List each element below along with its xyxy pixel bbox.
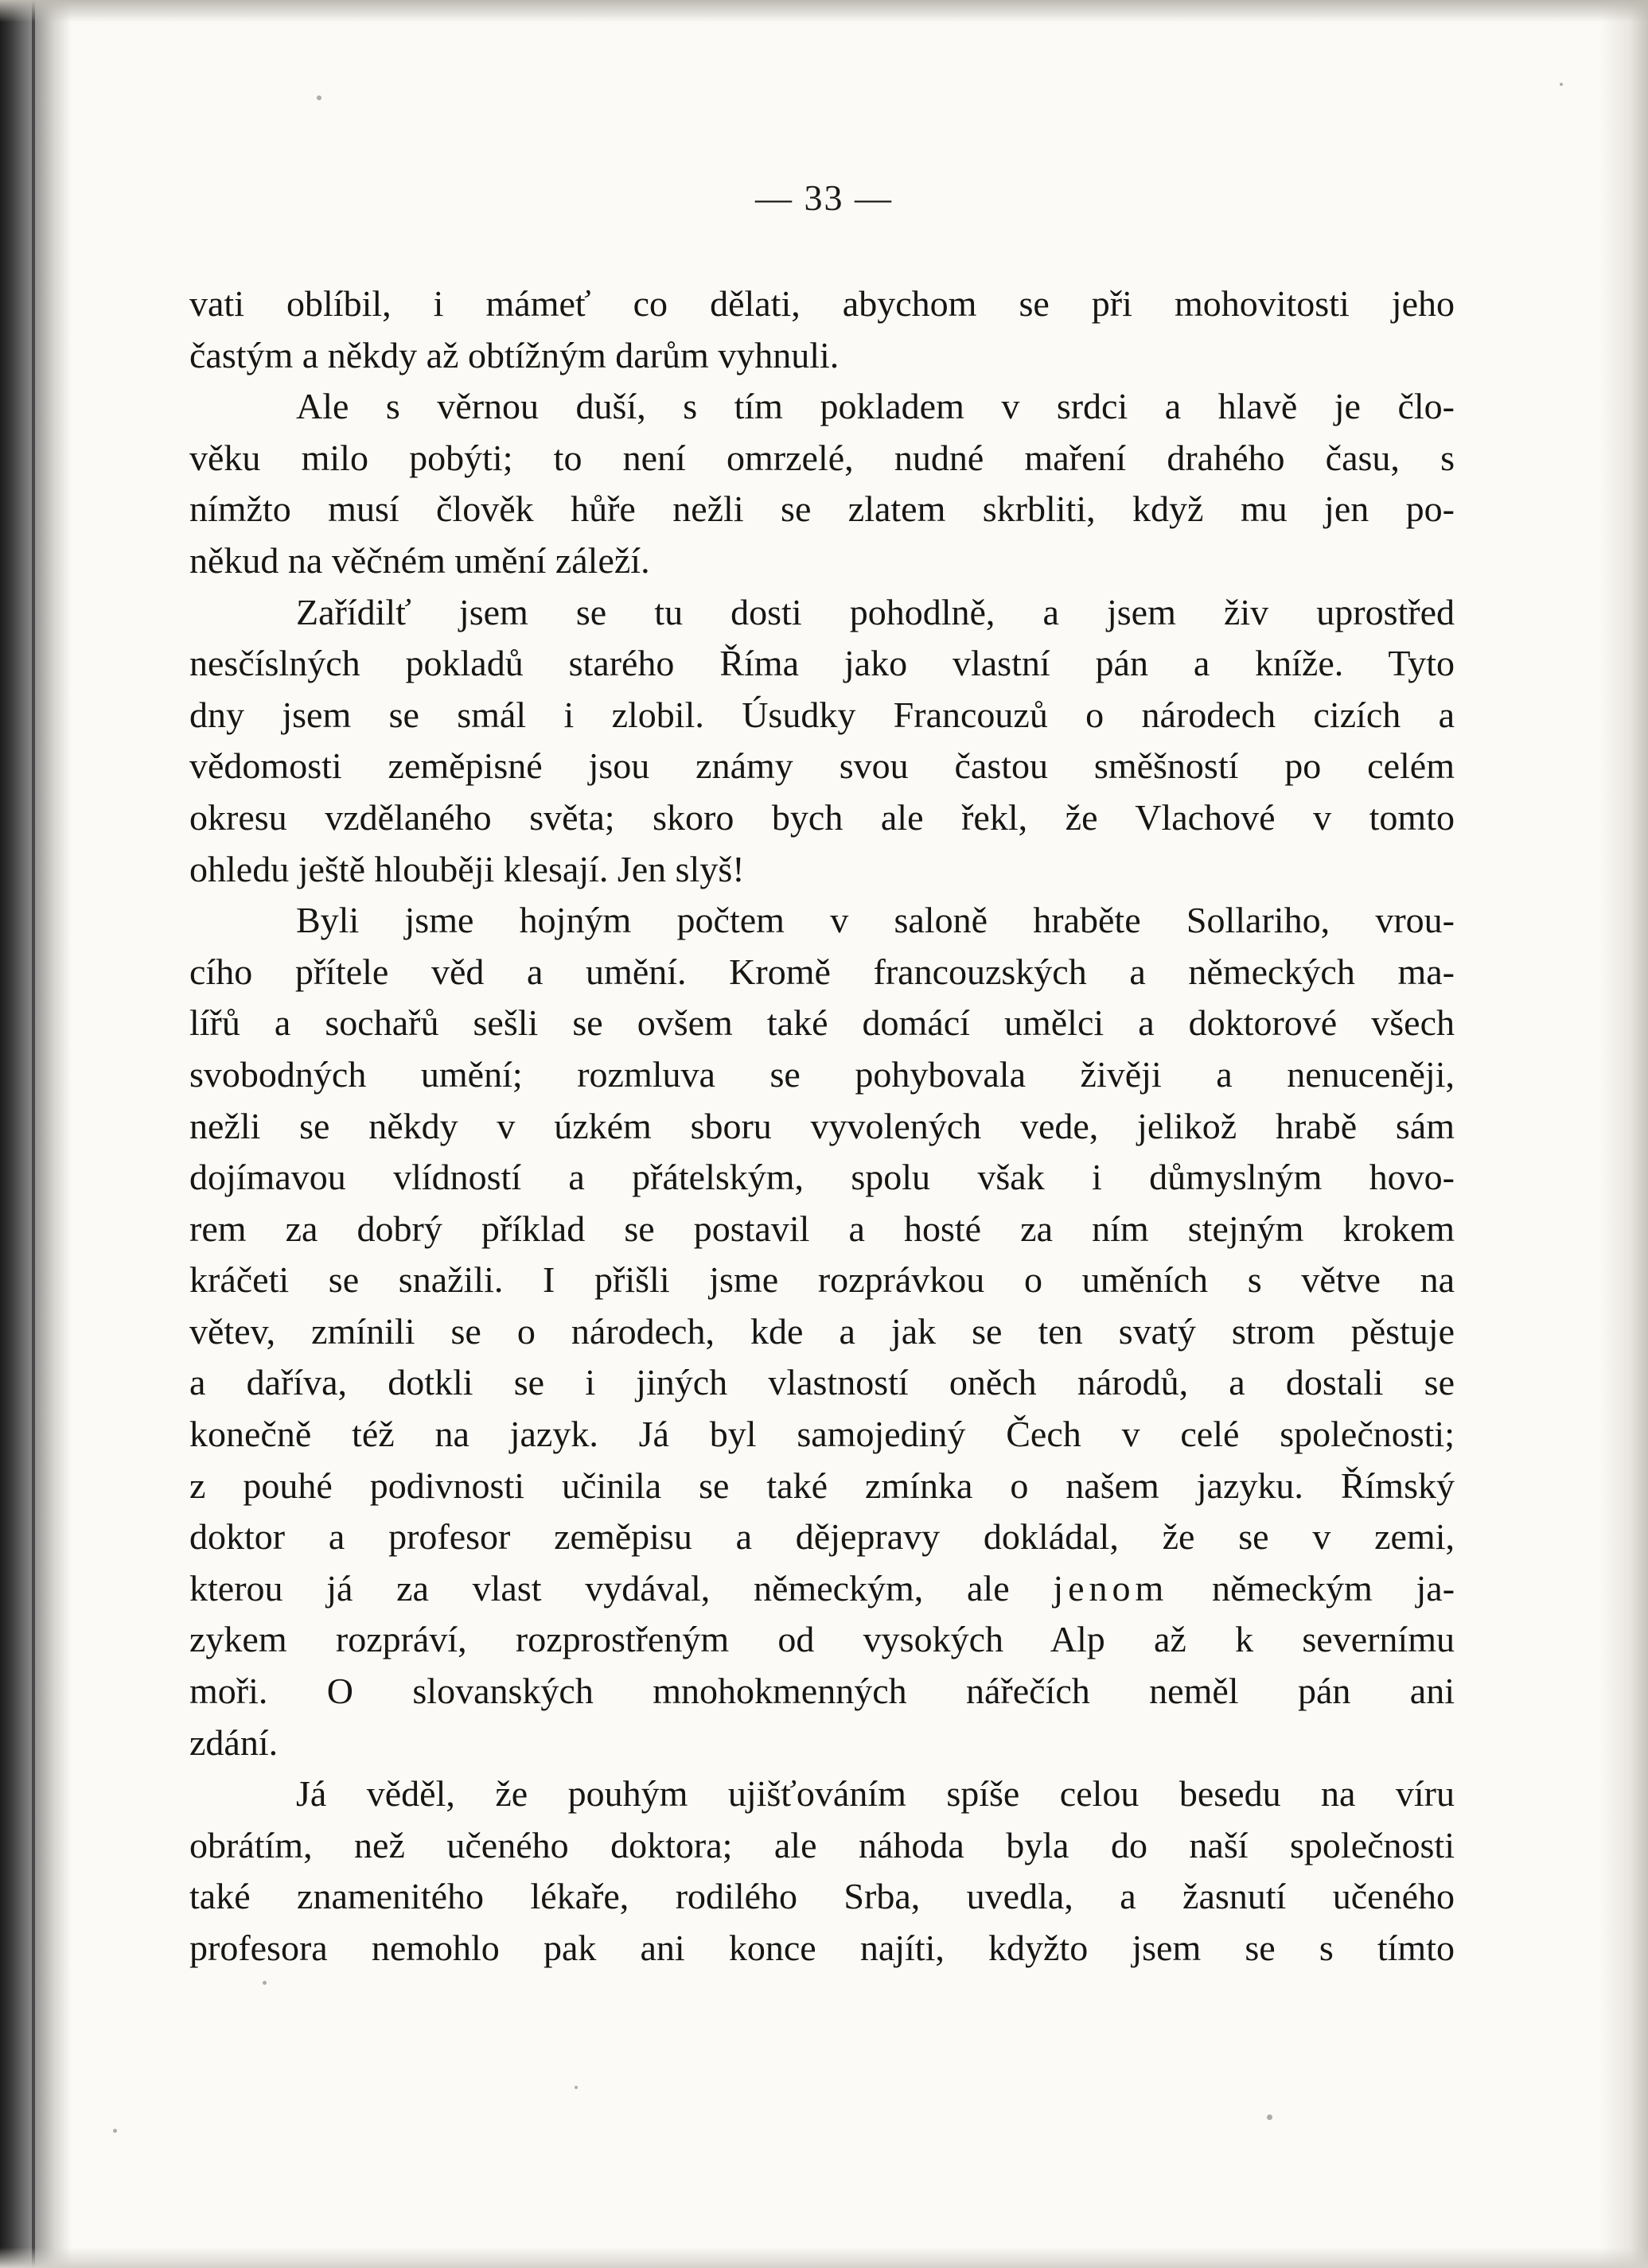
text-line: z pouhé podivnosti učinila se také zmínka o našem jazyku. Římský <box>189 1465 1455 1506</box>
text-line: rem za dobrý příklad se postavil a hosté za ním stejným krokem <box>189 1208 1455 1249</box>
text-line: cího přítele věd a umění. Kromě francouzských a německých ma- <box>189 951 1455 992</box>
text-line: také znamenitého lékaře, rodilého Srba, uvedla, a žasnutí učeného <box>189 1876 1455 1917</box>
text-line: nežli se někdy v úzkém sboru vyvolených vede, jelikož hrabě sám <box>189 1105 1455 1146</box>
binding-shadow <box>0 0 72 2268</box>
paper-speck <box>575 2086 578 2089</box>
text-line: profesora nemohlo pak ani konce najíti, kdyžto jsem se s tímto <box>189 1928 1455 1968</box>
text-line: Já věděl, že pouhým ujišťováním spíše celou besedu na víru <box>296 1773 1455 1815</box>
emphasized-word: jenom <box>1053 1567 1169 1609</box>
text-line: a daříva, dotkli se i jiných vlastností oněch národů, a dostali se <box>189 1362 1455 1403</box>
text-line: dny jsem se smál i zlobil. Úsudky Francouzů o národech cizích a <box>189 694 1455 735</box>
paper-speck <box>1560 83 1563 86</box>
text-line: větev, zmínili se o národech, kde a jak se ten svatý strom pěstuje <box>189 1310 1455 1352</box>
text-line: vati oblíbil, i mámeť co dělati, abychom se při mohovitosti jeho <box>189 283 1455 324</box>
paper-speck <box>317 95 321 100</box>
text-line: ohledu ještě hlouběji klesají. Jen slyš! <box>189 848 745 889</box>
text-line: svobodných umění; rozmluva se pohybovala živěji a nenuceněji, <box>189 1053 1455 1095</box>
page-number: — 33 — <box>755 177 893 218</box>
text-line: zdání. <box>189 1721 279 1763</box>
text-line: častým a někdy až obtížným darům vyhnuli. <box>189 334 840 375</box>
body-text <box>189 278 1455 1974</box>
binding-edge <box>32 0 35 2268</box>
text-line: dojímavou vlídností a přátelským, spolu však i důmyslným hovo- <box>189 1157 1455 1198</box>
paper-speck <box>1267 2114 1272 2120</box>
text-line: obrátím, než učeného doktora; ale náhoda byla do naší společnosti <box>189 1824 1455 1865</box>
text-line: kráčeti se snažili. I přišli jsme rozprávkou o uměních s větve na <box>189 1259 1455 1301</box>
text-line: kterou já za vlast vydával, německým, ale jenom německým ja- <box>189 1567 1455 1609</box>
text-line: moři. O slovanských mnohokmenných nářečích neměl pán ani <box>189 1671 1455 1712</box>
text-line: nesčíslných pokladů starého Říma jako vlastní pán a kníže. Tyto <box>189 643 1455 684</box>
text-line: doktor a profesor zeměpisu a dějepravy dokládal, že se v zemi, <box>189 1516 1455 1558</box>
text-line: zykem rozpráví, rozprostřeným od vysokých Alp až k severnímu <box>189 1619 1455 1660</box>
page-right-edge <box>1600 0 1648 2268</box>
text-line: lířů a sochařů sešli se ovšem také domácí umělci a doktorové všech <box>189 1002 1455 1044</box>
text-line: věku milo pobýti; to není omrzelé, nudné maření drahého času, s <box>189 437 1455 478</box>
paper-speck <box>113 2129 117 2133</box>
text-line: Byli jsme hojným počtem v saloně hraběte Sollariho, vrou- <box>296 900 1455 941</box>
paper-speck <box>263 1981 267 1985</box>
text-line: Zařídilť jsem se tu dosti pohodlně, a jsem živ uprostřed <box>296 591 1455 632</box>
text-line: vědomosti zeměpisné jsou známy svou častou směšností po celém <box>189 745 1455 787</box>
text-line: konečně též na jazyk. Já byl samojediný Čech v celé společnosti; <box>189 1414 1455 1455</box>
text-line: někud na věčném umění záleží. <box>189 539 650 581</box>
page-bottom-edge <box>0 2247 1648 2268</box>
text-line: okresu vzdělaného světa; skoro bych ale řekl, že Vlachové v tomto <box>189 796 1455 838</box>
text-line: Ale s věrnou duší, s tím pokladem v srdci a hlavě je člo- <box>296 386 1455 427</box>
text-line: nímžto musí člověk hůře nežli se zlatem skrbliti, když mu jen po- <box>189 488 1455 530</box>
page-top-edge <box>0 0 1648 22</box>
